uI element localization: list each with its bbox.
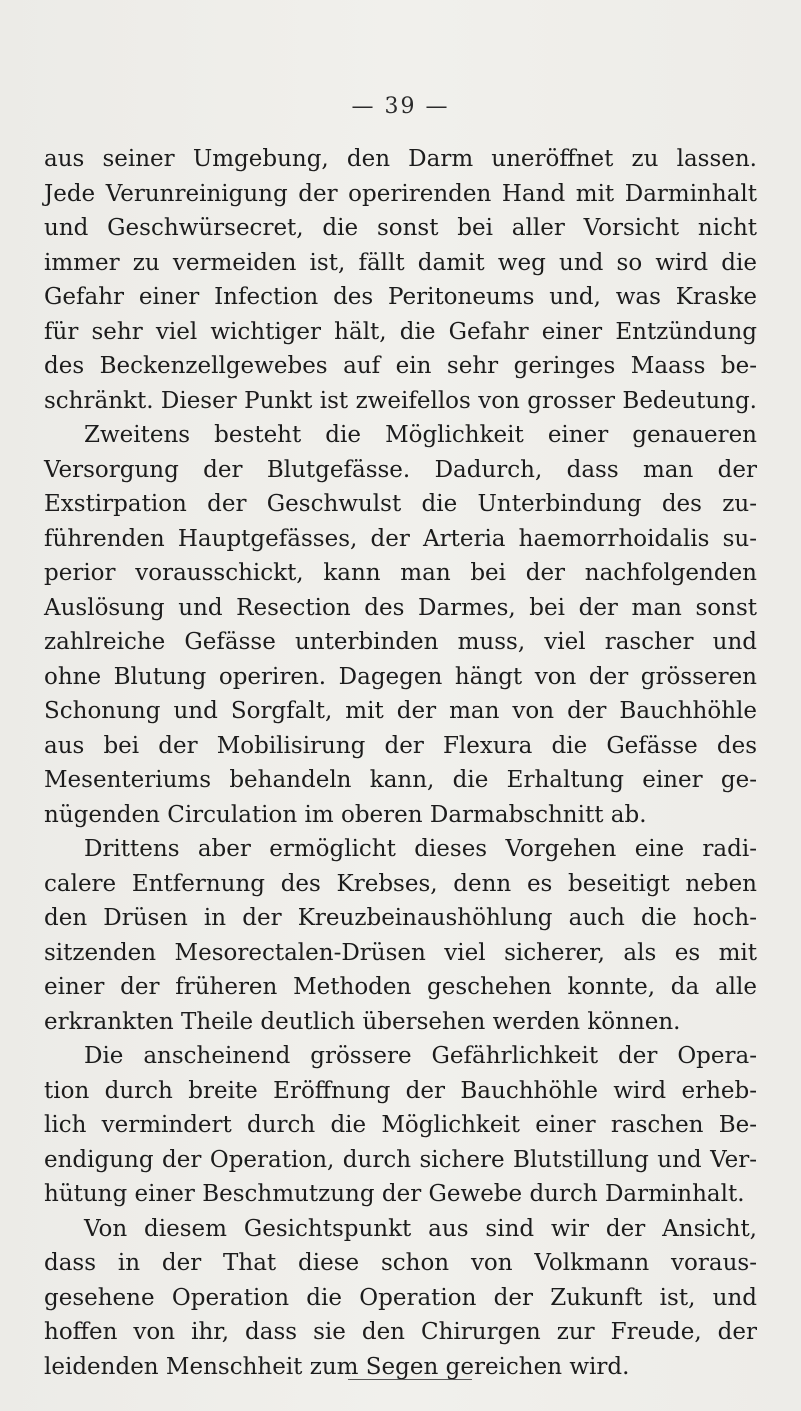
- body-text: [44, 142, 757, 1384]
- text-line: gesehene Operation die Operation der Zukunft ist, und: [44, 1284, 757, 1311]
- text-line: Exstirpation der Geschwulst die Unterbindung des zu-: [44, 491, 757, 517]
- text-line: Drittens aber ermöglicht dieses Vorgehen eine radi-: [84, 836, 757, 862]
- text-line: calere Entfernung des Krebses, denn es beseitigt neben: [44, 870, 757, 897]
- text-line: perior vorausschickt, kann man bei der nachfolgenden: [44, 560, 757, 586]
- text-line: hütung einer Beschmutzung der Gewebe durch Darminhalt.: [44, 1181, 745, 1207]
- text-line: sitzenden Mesorectalen-Drüsen viel sicherer, als es mit: [44, 939, 757, 966]
- text-line: ohne Blutung operiren. Dagegen hängt von der grösseren: [44, 663, 757, 690]
- text-line: Gefahr einer Infection des Peritoneums und, was Kraske: [44, 284, 757, 310]
- text-line: Schonung und Sorgfalt, mit der man von der Bauchhöhle: [44, 698, 757, 724]
- text-line: und Geschwürsecret, die sonst bei aller Vorsicht nicht: [44, 215, 757, 241]
- text-line: nügenden Circulation im oberen Darmabschnitt ab.: [44, 801, 647, 828]
- text-line: dass in der That diese schon von Volkmann voraus-: [44, 1250, 757, 1276]
- page-number: — 39 —: [351, 94, 450, 119]
- text-line: Zweitens besteht die Möglichkeit einer genaueren: [84, 422, 757, 448]
- text-line: leidenden Menschheit zum Segen gereichen wird.: [44, 1353, 630, 1380]
- closing-rule: [348, 1379, 472, 1380]
- text-line: Mesenteriums behandeln kann, die Erhaltung einer ge-: [44, 767, 757, 793]
- text-line: zahlreiche Gefässe unterbinden muss, viel rascher und: [44, 629, 757, 655]
- text-line: erkrankten Theile deutlich übersehen werden können.: [44, 1008, 681, 1035]
- text-line: aus bei der Mobilisirung der Flexura die Gefässe des: [44, 732, 757, 759]
- text-line: Auslösung und Resection des Darmes, bei der man sonst: [44, 594, 757, 621]
- text-line: lich vermindert durch die Möglichkeit einer raschen Be-: [44, 1112, 757, 1138]
- text-line: hoffen von ihr, dass sie den Chirurgen zur Freude, der: [44, 1319, 757, 1345]
- text-line: Die anscheinend grössere Gefährlichkeit der Opera-: [84, 1043, 757, 1069]
- text-line: endigung der Operation, durch sichere Blutstillung und Ver-: [44, 1146, 757, 1173]
- text-line: aus seiner Umgebung, den Darm uneröffnet zu lassen.: [44, 146, 757, 172]
- text-line: immer zu vermeiden ist, fällt damit weg und so wird die: [44, 249, 757, 276]
- text-line: für sehr viel wichtiger hält, die Gefahr einer Entzündung: [44, 318, 757, 345]
- text-line: Von diesem Gesichtspunkt aus sind wir der Ansicht,: [84, 1215, 757, 1242]
- text-line: des Beckenzellgewebes auf ein sehr geringes Maass be-: [44, 353, 757, 379]
- text-line: schränkt. Dieser Punkt ist zweifellos von grosser Bedeutung.: [44, 387, 757, 414]
- text-line: einer der früheren Methoden geschehen konnte, da alle: [44, 974, 757, 1000]
- text-line: tion durch breite Eröffnung der Bauchhöhle wird erheb-: [44, 1077, 757, 1104]
- text-line: den Drüsen in der Kreuzbeinaushöhlung auch die hoch-: [44, 905, 757, 931]
- text-line: Jede Verunreinigung der operirenden Hand mit Darminhalt: [44, 180, 757, 207]
- text-line: Versorgung der Blutgefässe. Dadurch, dass man der: [44, 456, 757, 483]
- text-line: führenden Hauptgefässes, der Arteria haemorrhoidalis su-: [44, 525, 757, 552]
